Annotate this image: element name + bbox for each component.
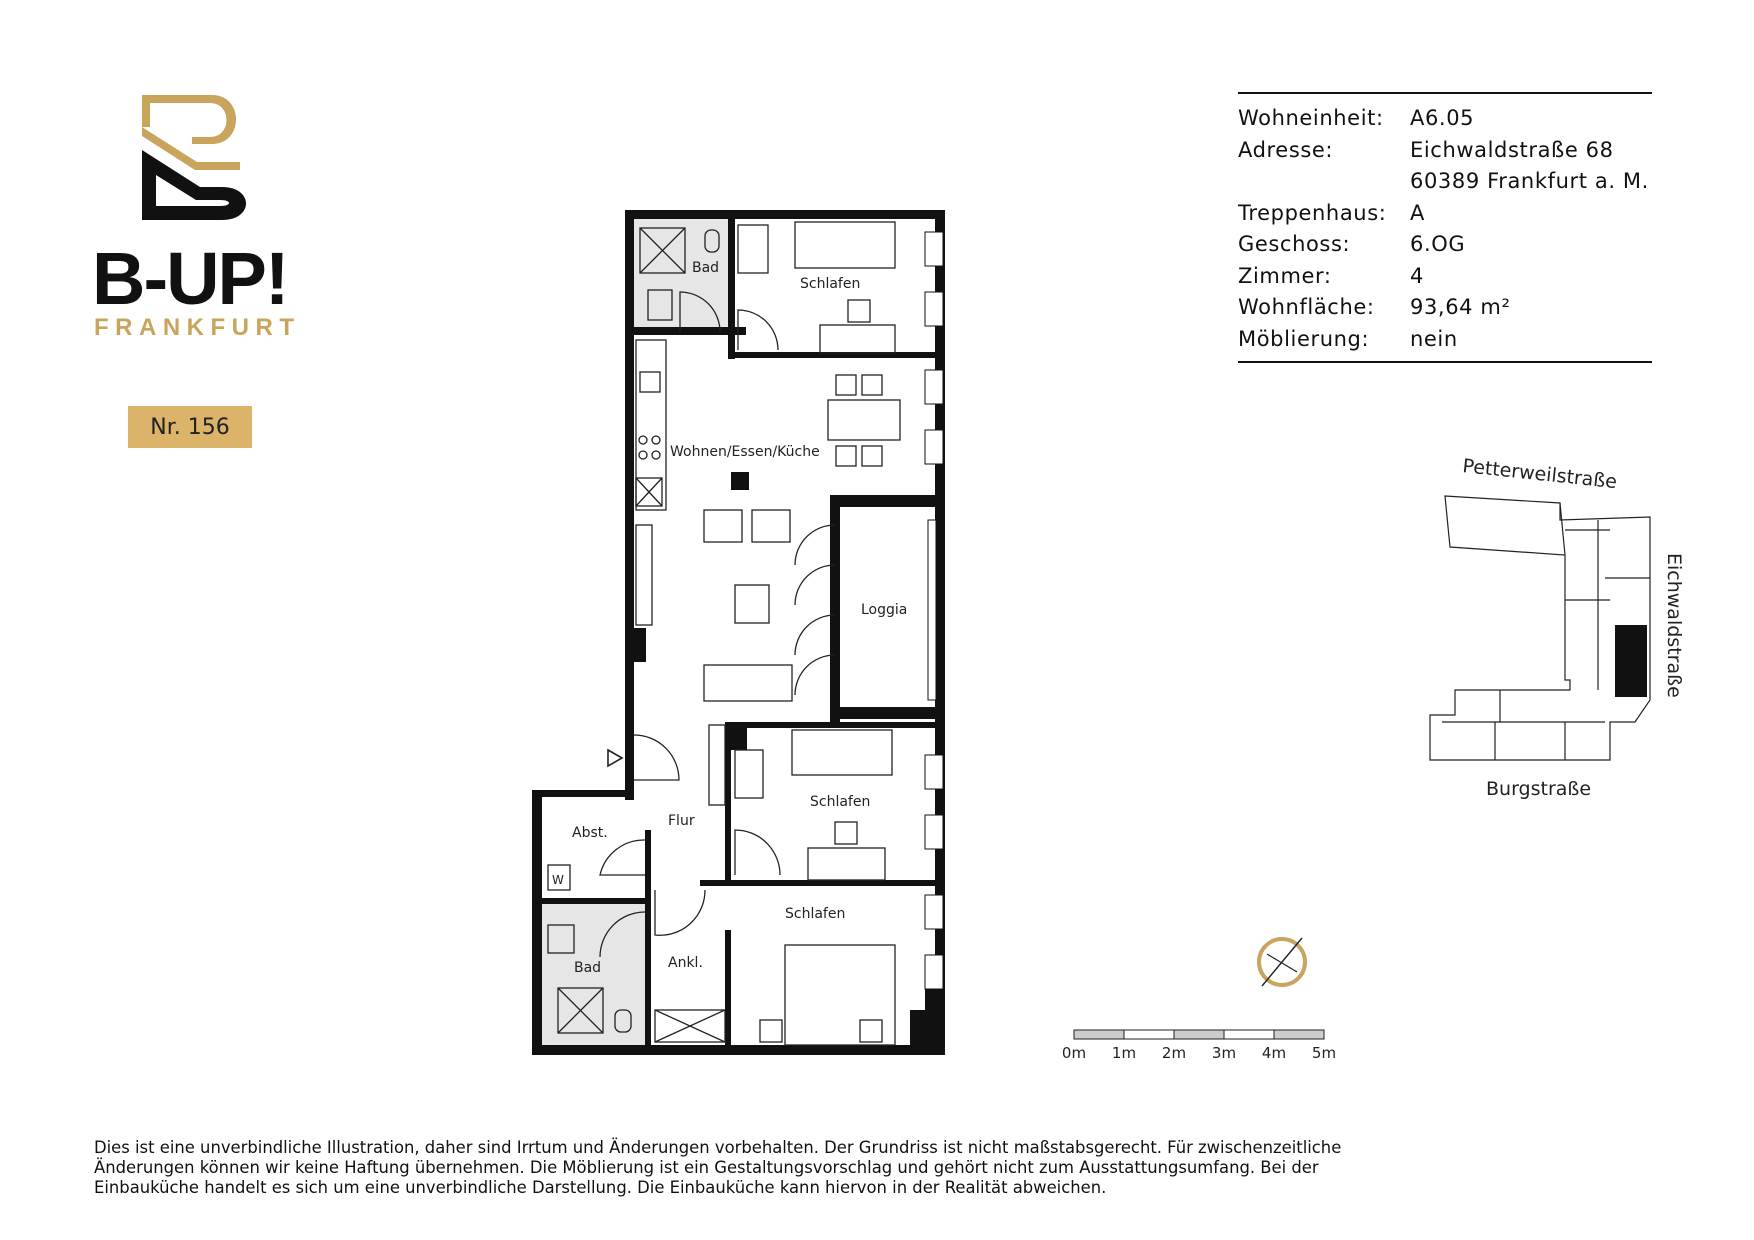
info-row-city — [1238, 166, 1652, 198]
room-label-schlafen-top: Schlafen — [800, 276, 861, 292]
plan-column — [731, 472, 749, 490]
info-row-rooms — [1238, 261, 1652, 293]
unit-info-table — [1238, 92, 1652, 363]
brand-city: FRANKFURT — [94, 314, 301, 341]
room-label-loggia: Loggia — [861, 602, 908, 618]
room-label-bad-bottom: Bad — [574, 960, 602, 976]
disclaimer — [94, 1138, 1394, 1198]
info-label: Zimmer: — [1238, 263, 1332, 288]
info-row-unit — [1238, 103, 1652, 135]
scale-label: 5m — [1311, 1044, 1337, 1062]
scale-bar — [1060, 1020, 1346, 1064]
room-label-flur: Flur — [668, 813, 695, 829]
info-row-address — [1238, 135, 1652, 167]
unit-number-label: Nr. 156 — [150, 414, 230, 440]
floor-plan — [520, 200, 960, 1070]
room-label-bad-top: Bad — [692, 260, 720, 276]
info-row-area — [1238, 292, 1652, 324]
info-value: nein — [1410, 326, 1458, 351]
info-value: 93,64 m² — [1410, 295, 1511, 319]
info-row-staircase — [1238, 198, 1652, 230]
room-label-schlafen-mid: Schlafen — [810, 794, 871, 810]
info-label: Geschoss: — [1238, 232, 1351, 256]
info-label: Adresse: — [1238, 137, 1334, 162]
street-label-top: Petterweilstraße — [1461, 455, 1619, 494]
north-arrow-icon — [1252, 932, 1312, 992]
room-label-ankl: Ankl. — [668, 955, 703, 971]
room-label-schlafen-bottom: Schlafen — [785, 906, 846, 922]
info-value: Eichwaldstraße 68 — [1410, 137, 1614, 162]
scale-label: 0m — [1061, 1044, 1087, 1062]
info-label — [1238, 166, 1410, 198]
info-row-furnishing — [1238, 324, 1652, 356]
scale-label: 3m — [1211, 1044, 1237, 1062]
scale-label: 1m — [1111, 1044, 1137, 1062]
site-plan — [1420, 440, 1690, 810]
disclaimer-line: Änderungen können wir keine Haftung übernehmen. Die Möblierung ist ein Gestaltungsvorschlag und gehört nicht zum Ausstattungsumfang. Bei der — [94, 1158, 1319, 1177]
disclaimer-line: Einbauküche handelt es sich um eine unverbindliche Darstellung. Die Einbauküche kann hiervon in der Realität abweichen. — [94, 1178, 1107, 1197]
info-value: 6.OG — [1410, 232, 1466, 256]
info-value: A6.05 — [1410, 106, 1475, 130]
info-label: Wohnfläche: — [1238, 295, 1375, 319]
info-label: Treppenhaus: — [1238, 200, 1387, 225]
room-label-abst: Abst. — [572, 825, 608, 841]
brand-name: B-UP! — [92, 237, 288, 320]
washer-mark: W — [552, 873, 564, 887]
street-label-bottom: Burgstraße — [1486, 778, 1592, 800]
site-unit-highlight — [1615, 625, 1647, 697]
info-value: 60389 Frankfurt a. M. — [1410, 169, 1649, 193]
info-value: A — [1410, 200, 1425, 225]
scale-label: 4m — [1261, 1044, 1287, 1062]
disclaimer-line: Dies ist eine unverbindliche Illustration, daher sind Irrtum und Änderungen vorbehalten. Der Grundriss ist nicht maßstabsgerecht. Für zwischenzeitliche — [94, 1138, 1342, 1157]
info-label: Möblierung: — [1238, 326, 1370, 351]
info-label: Wohneinheit: — [1238, 106, 1384, 130]
unit-number-badge — [128, 406, 252, 448]
scale-label: 2m — [1161, 1044, 1187, 1062]
street-label-right: Eichwaldstraße — [1663, 553, 1685, 698]
info-value: 4 — [1410, 263, 1424, 288]
info-row-floor — [1238, 229, 1652, 261]
room-label-wohnen: Wohnen/Essen/Küche — [670, 444, 820, 460]
